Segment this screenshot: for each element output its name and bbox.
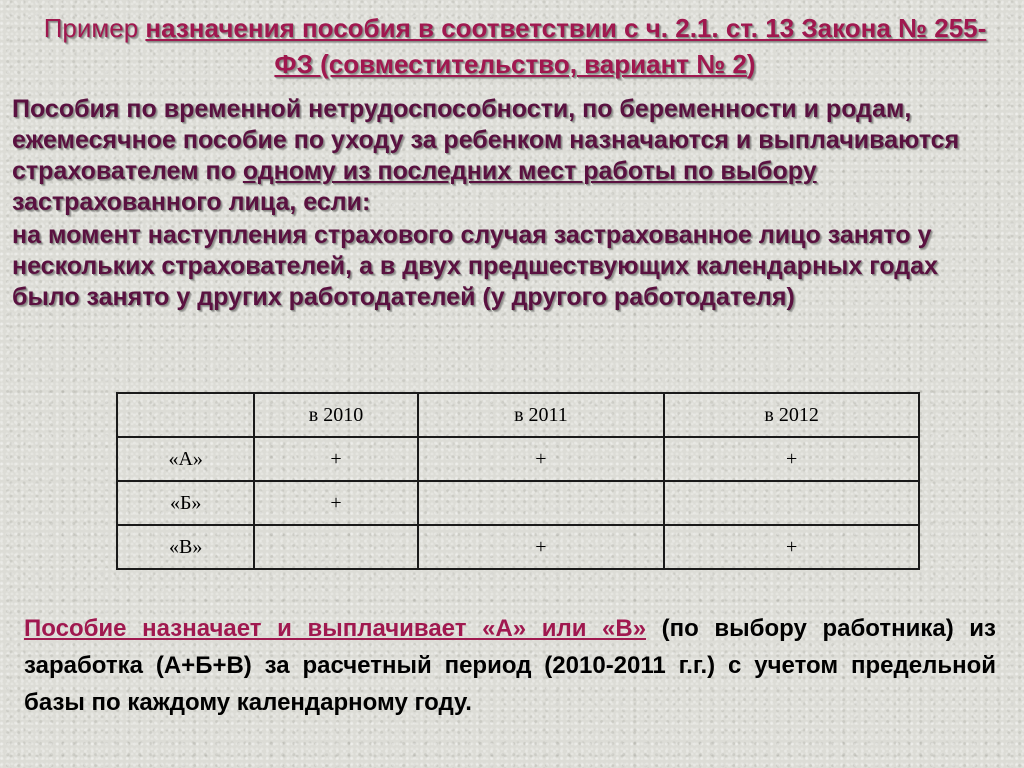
table-cell: +	[254, 481, 417, 525]
table-header-cell: в 2011	[418, 393, 665, 437]
table-cell: «В»	[117, 525, 254, 569]
table-row	[117, 437, 919, 481]
body-p1-underlined: одному из последних мест работы по выбору	[242, 157, 817, 185]
table-cell: +	[418, 437, 665, 481]
table-cell: +	[664, 525, 919, 569]
table-header-cell	[117, 393, 254, 437]
table-cell: +	[664, 437, 919, 481]
title-underlined: назначения пособия в соответствии с ч. 2.1. ст. 13 Закона № 255-ФЗ (совместительство, вариант № 2	[145, 13, 987, 79]
table-header-row	[117, 393, 919, 437]
conclusion-rest: (по выбору работника) из заработка (А+Б+В) за расчетный период (2010-2011 г.г.) с учетом предельной базы по каждому календарному году.	[24, 615, 996, 716]
slide-title	[30, 10, 1000, 82]
body-p1-intro: Пособия по временной нетрудоспособности, по беременности и родам, ежемесячное пособие по уходу за ребенком назначаются и выплачиваются страхователем по	[12, 95, 960, 185]
table-cell	[254, 525, 417, 569]
body-paragraph-2: на момент наступления страхового случая застрахованное лицо занято у нескольких страхователей, а в двух предшествующих календарных годах было занято у других работодателей (у другого работодателя)	[12, 221, 938, 311]
table-cell: «А»	[117, 437, 254, 481]
table-header-cell: в 2010	[254, 393, 417, 437]
employment-table	[116, 392, 920, 570]
table-row	[117, 525, 919, 569]
table-cell: +	[418, 525, 665, 569]
title-tail: )	[746, 49, 756, 79]
table-header-cell: в 2012	[664, 393, 919, 437]
table-cell: +	[254, 437, 417, 481]
table-cell	[418, 481, 665, 525]
table-row	[117, 481, 919, 525]
table-cell	[664, 481, 919, 525]
title-prefix: Пример	[43, 13, 146, 43]
conclusion-highlight: Пособие назначает и выплачивает «А» или «В»	[24, 615, 647, 642]
conclusion-text	[24, 610, 996, 721]
table-cell: «Б»	[117, 481, 254, 525]
body-paragraph-1	[12, 94, 1002, 218]
body-p1-end: застрахованного лица, если:	[12, 188, 371, 216]
body-text	[12, 94, 1002, 313]
